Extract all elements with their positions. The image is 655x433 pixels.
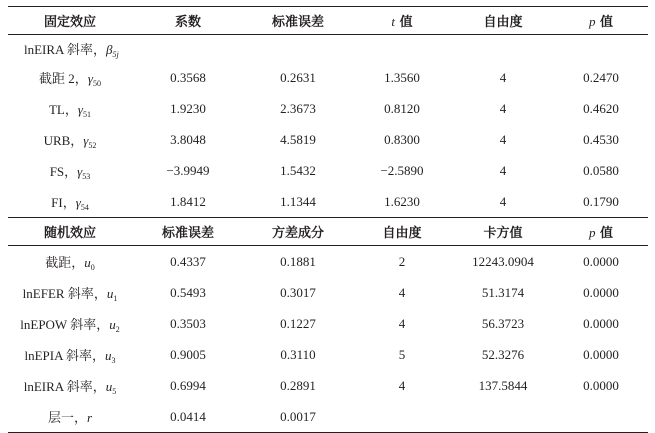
header-coefficient: 系数 [132, 7, 244, 35]
p-cell: 0.4620 [583, 100, 619, 116]
coef-cell: 0.3568 [170, 69, 206, 85]
variance-cell: 0.1227 [280, 315, 316, 331]
p-cell: 0.2470 [583, 69, 619, 85]
df-cell: 4 [499, 193, 507, 209]
fixed-row-label [8, 186, 132, 218]
header-t-symbol: t [391, 14, 396, 29]
random-row-label [8, 246, 132, 278]
row-label-text: lnEFER 斜率， [22, 285, 107, 301]
t-cell: 0.8120 [384, 100, 420, 116]
chi-square-cell: 137.5844 [478, 377, 528, 393]
random-row-label [8, 370, 132, 401]
fixed-section-text: lnEIRA 斜率， [24, 41, 106, 57]
p-cell: 0.0000 [583, 315, 619, 331]
coef-cell: 3.8048 [170, 131, 206, 147]
row-label-text: FI， [51, 194, 76, 210]
p-cell: 0.1790 [583, 193, 619, 209]
row-label-subscript: 1 [113, 293, 118, 303]
fixed-row-label [8, 93, 132, 124]
header-random-effects: 随机效应 [8, 218, 132, 246]
row-label-text: TL， [48, 101, 78, 117]
row-label-symbol: u [109, 316, 116, 332]
row-label-text: lnEPIA 斜率， [24, 347, 106, 363]
random-row-label [8, 308, 132, 339]
row-label-text: 层一， [47, 410, 87, 425]
se-cell: 0.2631 [280, 69, 316, 85]
row-label-subscript: 54 [80, 202, 89, 212]
fixed-section-label [8, 35, 132, 63]
fixed-row-label [8, 62, 132, 93]
row-label-symbol: γ [77, 163, 83, 179]
row-label-symbol: u [84, 254, 91, 270]
t-cell: 1.3560 [384, 69, 420, 85]
table-row [8, 155, 648, 186]
header-random-p-suffix: 值 [600, 226, 614, 241]
p-cell: 0.0000 [583, 284, 619, 300]
df-cell: 4 [499, 69, 507, 85]
p-cell: 0.0000 [583, 346, 619, 362]
coef-cell: 1.9230 [170, 100, 206, 116]
header-std-error: 标准误差 [244, 7, 352, 35]
table-row [8, 246, 648, 278]
df-cell: 4 [398, 315, 406, 331]
se-cell: 0.6994 [170, 377, 206, 393]
variance-cell: 0.3110 [280, 346, 316, 362]
fixed-section-sub: 5j [112, 49, 119, 59]
fixed-row-label [8, 124, 132, 155]
se-cell: 1.5432 [280, 162, 316, 178]
df-cell: 4 [398, 284, 406, 300]
header-t-suffix: 值 [399, 15, 413, 30]
table-row [8, 124, 648, 155]
row-label-subscript: 2 [115, 324, 120, 334]
header-variance-component: 方差成分 [244, 218, 352, 246]
df-cell: 4 [499, 162, 507, 178]
results-table [8, 6, 648, 433]
p-cell [554, 401, 648, 433]
row-label-subscript: 3 [111, 355, 116, 365]
chi-square-cell: 52.3276 [481, 346, 525, 362]
chi-square-cell [452, 401, 554, 433]
row-label-symbol: γ [75, 194, 81, 210]
se-cell: 1.1344 [280, 193, 316, 209]
row-label-symbol: u [105, 378, 113, 394]
row-label-subscript: 0 [90, 262, 95, 272]
row-label-subscript: 52 [88, 140, 97, 150]
header-random-p-symbol: p [588, 225, 596, 240]
se-cell: 0.9005 [170, 346, 206, 362]
p-cell: 0.0580 [583, 162, 619, 178]
coef-cell: 1.8412 [170, 193, 206, 209]
random-effects-header [8, 218, 648, 246]
se-cell: 0.0414 [132, 401, 244, 433]
row-label-subscript: 50 [92, 78, 101, 88]
header-random-p-value [554, 218, 648, 246]
df-cell: 4 [398, 377, 406, 393]
row-label-text: lnEPOW 斜率， [20, 316, 110, 332]
row-label-subscript: 5 [112, 386, 117, 396]
row-label-symbol: γ [87, 70, 93, 86]
row-label-symbol: γ [77, 101, 83, 117]
df-cell: 2 [398, 253, 406, 269]
coef-cell: −3.9949 [166, 162, 210, 178]
row-label-text: URB， [43, 132, 84, 148]
table-row [8, 62, 648, 93]
t-cell: −2.5890 [380, 162, 424, 178]
fixed-section-symbol: β [105, 41, 113, 57]
variance-cell: 0.0017 [244, 401, 352, 433]
variance-cell: 0.2891 [280, 377, 316, 393]
row-label-symbol: u [105, 347, 112, 363]
header-fixed-effects: 固定效应 [8, 7, 132, 35]
table-row [8, 277, 648, 308]
se-cell: 0.3503 [170, 315, 206, 331]
chi-square-cell: 12243.0904 [472, 253, 534, 269]
header-t-value [352, 7, 452, 35]
df-cell: 4 [499, 131, 507, 147]
variance-cell: 0.3017 [280, 284, 316, 300]
fixed-row-label [8, 155, 132, 186]
variance-cell: 0.1881 [280, 253, 316, 269]
chi-square-cell: 56.3723 [481, 315, 525, 331]
row-label-symbol: γ [83, 132, 89, 148]
header-p-symbol: p [588, 14, 596, 29]
p-cell: 0.0000 [583, 253, 619, 269]
se-cell: 0.5493 [170, 284, 206, 300]
header-random-df: 自由度 [352, 218, 452, 246]
df-cell: 4 [499, 100, 507, 116]
se-cell: 2.3673 [280, 100, 316, 116]
random-row-label [8, 401, 132, 433]
header-random-std-error: 标准误差 [132, 218, 244, 246]
row-label-text: 截距 2， [39, 70, 88, 86]
fixed-effects-header [8, 7, 648, 35]
row-label-text: FS， [49, 163, 78, 179]
table-row [8, 308, 648, 339]
table-row [8, 370, 648, 401]
t-cell: 1.6230 [384, 193, 420, 209]
df-cell [352, 401, 452, 433]
row-label-text: lnEIRA 斜率， [23, 378, 106, 394]
se-cell: 0.4337 [170, 253, 206, 269]
table-row [8, 339, 648, 370]
row-label-symbol: r [86, 410, 93, 425]
p-cell: 0.0000 [583, 377, 619, 393]
fixed-effects-body [8, 62, 648, 218]
table-row [8, 186, 648, 218]
row-label-symbol: u [106, 285, 114, 301]
random-effects-body [8, 246, 648, 433]
header-df: 自由度 [452, 7, 554, 35]
row-label-subscript: 53 [82, 171, 91, 181]
header-chi-square: 卡方值 [452, 218, 554, 246]
fixed-section-row [8, 35, 648, 63]
header-p-suffix: 值 [600, 15, 614, 30]
random-row-label [8, 277, 132, 308]
chi-square-cell: 51.3174 [481, 284, 525, 300]
random-row-label [8, 339, 132, 370]
df-cell: 5 [398, 346, 406, 362]
p-cell: 0.4530 [583, 131, 619, 147]
row-label-text: 截距， [45, 254, 85, 270]
table-row [8, 401, 648, 433]
header-p-value [554, 7, 648, 35]
row-label-subscript: 51 [83, 109, 91, 119]
se-cell: 4.5819 [280, 131, 316, 147]
t-cell: 0.8300 [384, 131, 420, 147]
table-row [8, 93, 648, 124]
